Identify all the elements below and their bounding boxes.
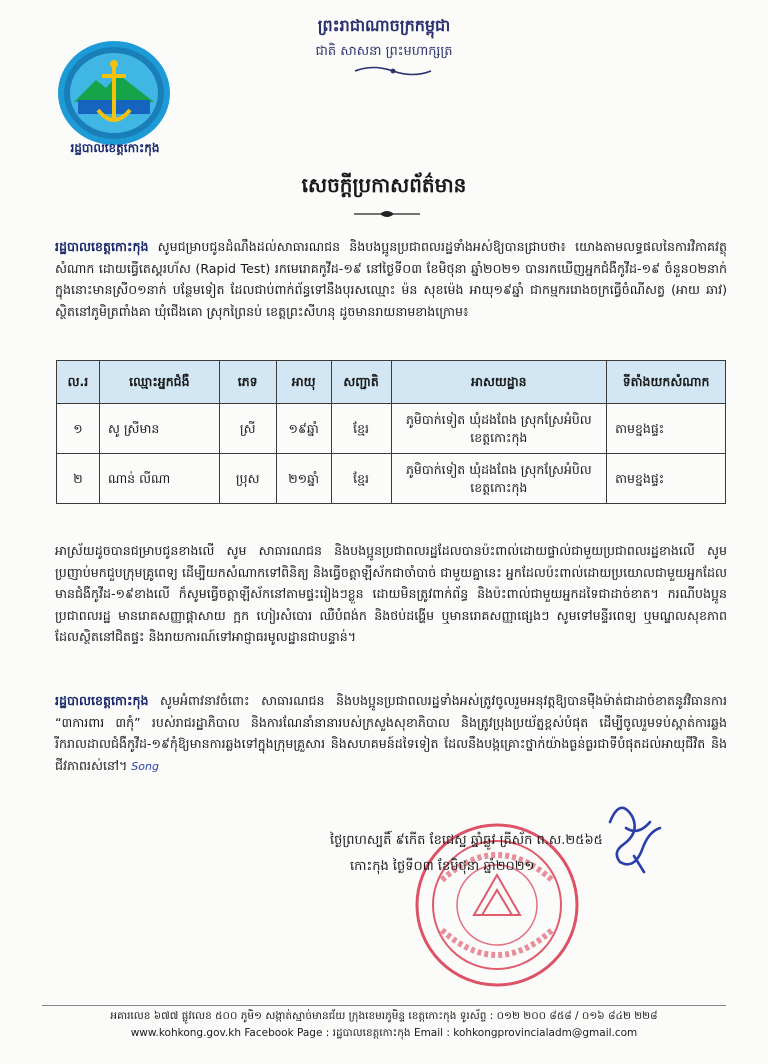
initials-mark: Song	[131, 759, 159, 773]
table-row	[57, 454, 726, 504]
cell-address: ភូមិបាក់ទៀត ឃុំដងពែង ស្រុកស្រែអំបិល ខេត្តកោះកុង	[391, 404, 607, 454]
intro-paragraph	[55, 236, 727, 322]
footer-email-value[interactable]: kohkongprovincialadm@gmail.com	[453, 1027, 638, 1039]
col-header-age: អាយុ	[276, 361, 331, 404]
cell-sex: ប្រុស	[219, 454, 276, 504]
cell-nationality: ខ្មែរ	[331, 404, 391, 454]
footer-facebook-value[interactable]: រដ្ឋបាលខេត្តកោះកុង	[332, 1027, 411, 1039]
footer-address: អគារលេខ ៦៧៧ ផ្លូវលេខ ៥០០ ភូមិ១ សង្កាត់ស្មាច់មានជ័យ ក្រុងខេមរភូមិន្ទ ខេត្តកោះកុង ទូរស័ព្ទ : ០១២ ២០០ ៨៥៨ / ០១៦ ៨៤២ ២២៨	[110, 1010, 658, 1022]
cell-name: សូ ស្រីមាន	[99, 404, 219, 454]
appeal-paragraph	[55, 690, 727, 777]
footer-divider	[42, 1005, 726, 1006]
table-row	[57, 404, 726, 454]
lunar-date: ថ្ងៃព្រហស្បតិ៍ ៩កើត ខែជេស្ឋ ឆ្នាំឆ្លូវ ត្រីស័ក ព.ស.២៥៦៥	[330, 833, 603, 848]
logo-caption: រដ្ឋបាលខេត្តកោះកុង	[70, 141, 160, 155]
col-header-name: ឈ្មោះអ្នកជំងឺ	[99, 361, 219, 404]
solar-date: កោះកុង ថ្ងៃទី០៣ ខែមិថុនា ឆ្នាំ២០២១	[350, 859, 535, 874]
cell-name: ណាន់ លីណា	[99, 454, 219, 504]
cell-sex: ស្រី	[219, 404, 276, 454]
appeal-lead: រដ្ឋបាលខេត្តកោះកុង	[55, 693, 149, 708]
col-header-address: អាសយដ្ឋាន	[391, 361, 607, 404]
footer-facebook-label: Facebook Page :	[244, 1027, 330, 1039]
intro-text: សូមជម្រាបជូនដំណឹងដល់សាធារណជន និងបងប្អូនប្រជាពលរដ្ឋទាំងអស់ឱ្យបានជ្រាបថា៖ យោងតាមលទ្ធផលនៃការវិភាគវត្ថុសំណាក ដោយធ្វើតេស្តរហ័ស (Rapid Test) រកមេរោគកូវីដ-១៩ នៅថ្ងៃទី០៣ ខែមិថុនា ឆ្នាំ២០២១ បានរកឃើញអ្នកជំងឺកូវីដ-១៩ ចំនួន០២នាក់ ក្នុងនោះមានស្រី០១នាក់ បន្ថែមទៀត ដែលជាប់ពាក់ព័ន្ធទៅនឹងបុរសឈ្មោះ ម៉ន សុខម៉េង អាយុ១៩ឆ្នាំ ជាកម្មកររោងចក្រធ្វើចំណីសត្វ (អាយ ឆាវ) ស្ថិតនៅភូមិត្រពាំងគា ឃុំជើងគោ ស្រុកព្រៃនប់ ខេត្តព្រះសីហនុ ដូចមានរាយនាមខាងក្រោម៖	[55, 239, 727, 319]
col-header-sex: ភេទ	[219, 361, 276, 404]
col-header-no: ល.រ	[57, 361, 100, 404]
kingdom-heading: ព្រះរាជាណាចក្រកម្ពុជា	[317, 16, 451, 35]
footer-website[interactable]: www.kohkong.gov.kh	[130, 1027, 241, 1039]
cell-age: ១៩ឆ្នាំ	[276, 404, 331, 454]
national-motto: ជាតិ សាសនា ព្រះមហាក្សត្រ	[315, 44, 453, 59]
cell-address: ភូមិបាក់ទៀត ឃុំដងពែង ស្រុកស្រែអំបិល ខេត្តកោះកុង	[391, 454, 607, 504]
title-ornament	[352, 207, 422, 221]
ornament-divider	[353, 64, 433, 78]
col-header-sample-site: ទីតាំងយកសំណាក	[607, 361, 726, 404]
cell-sample-site: តាមខ្នងផ្ទះ	[607, 404, 726, 454]
table-header-row	[57, 361, 726, 404]
cell-age: ២១ឆ្នាំ	[276, 454, 331, 504]
cell-nationality: ខ្មែរ	[331, 454, 391, 504]
footer-contacts	[0, 1027, 768, 1042]
footer-email-label: Email :	[413, 1027, 450, 1039]
signature	[590, 792, 670, 874]
col-header-nationality: សញ្ជាតិ	[331, 361, 391, 404]
appeal-text: សូមអំពាវនាវចំពោះ សាធារណជន និងបងប្អូនប្រជាពលរដ្ឋទាំងអស់ត្រូវចូលរួមអនុវត្តឱ្យបានម៉ឺងម៉ាត់ជាដាច់ខាតនូវវិធានការ “៣ការពារ ៣កុំ” របស់រាជរដ្ឋាភិបាល និងការណែនាំនានារបស់ក្រសួងសុខាភិបាល និងត្រូវប្រុងប្រយ័ត្នខ្ពស់បំផុត ដើម្បីចូលរួមទប់ស្កាត់ការឆ្លងរីករាលដាលជំងឺកូវីដ-១៩កុំឱ្យមានការឆ្លងទៅក្នុងក្រុមគ្រួសារ និងសហគមន៍ដទៃទៀត ដែលនឹងបង្កគ្រោះថ្នាក់យ៉ាងធ្ងន់ធ្ងរជាទីបំផុតដល់អាយុជីវិត និងជីវភាពរស់នៅ។	[55, 693, 727, 773]
advice-paragraph: អាស្រ័យដូចបានជម្រាបជូនខាងលើ សូម សាធារណជន និងបងប្អូនប្រជាពលរដ្ឋដែលបានប៉ះពាល់ដោយផ្ទាល់ជាមួយប្រជាពលរដ្ឋខាងលើ សូមប្រញាប់មកជួបក្រុមគ្រូពេទ្យ ដើម្បីយកសំណាកទៅពិនិត្យ និងធ្វើចត្តាឡីស័កជាចាំបាច់ ជាមួយគ្នានេះ អ្នកដែលប៉ះពាល់ដោយប្រយោលជាមួយអ្នកដែលមានជំងឺកូវីដ-១៩ខាងលើ ក៏សូមធ្វើចត្តាឡីស័កនៅតាមផ្ទះរៀងៗខ្លួន ដោយមិនត្រូវពាក់ព័ន្ធ និងប៉ះពាល់ជាមួយអ្នកដទៃជាដាច់ខាត។ ករណីបងប្អូនប្រជាពលរដ្ឋ មានរោគសញ្ញាផ្តាសាយ ក្អក ហៀរសំបោរ ឈឺបំពង់ក និងថប់ដង្ហើម ឬមានរោគសញ្ញាផ្សេងៗ សូមទៅមន្ទីរពេទ្យ ឬមណ្ឌលសុខភាព ដែលស្ថិតនៅជិតផ្ទះ និងរាយការណ៍ទៅអាជ្ញាធរមូលដ្ឋានជាបន្ទាន់។	[55, 543, 727, 644]
intro-lead: រដ្ឋបាលខេត្តកោះកុង	[55, 239, 149, 254]
cases-table	[56, 360, 726, 504]
cell-sample-site: តាមខ្នងផ្ទះ	[607, 454, 726, 504]
document-title: សេចក្ដីប្រកាសព័ត៌មាន	[301, 173, 467, 197]
cell-no: ២	[57, 454, 100, 504]
cell-no: ១	[57, 404, 100, 454]
